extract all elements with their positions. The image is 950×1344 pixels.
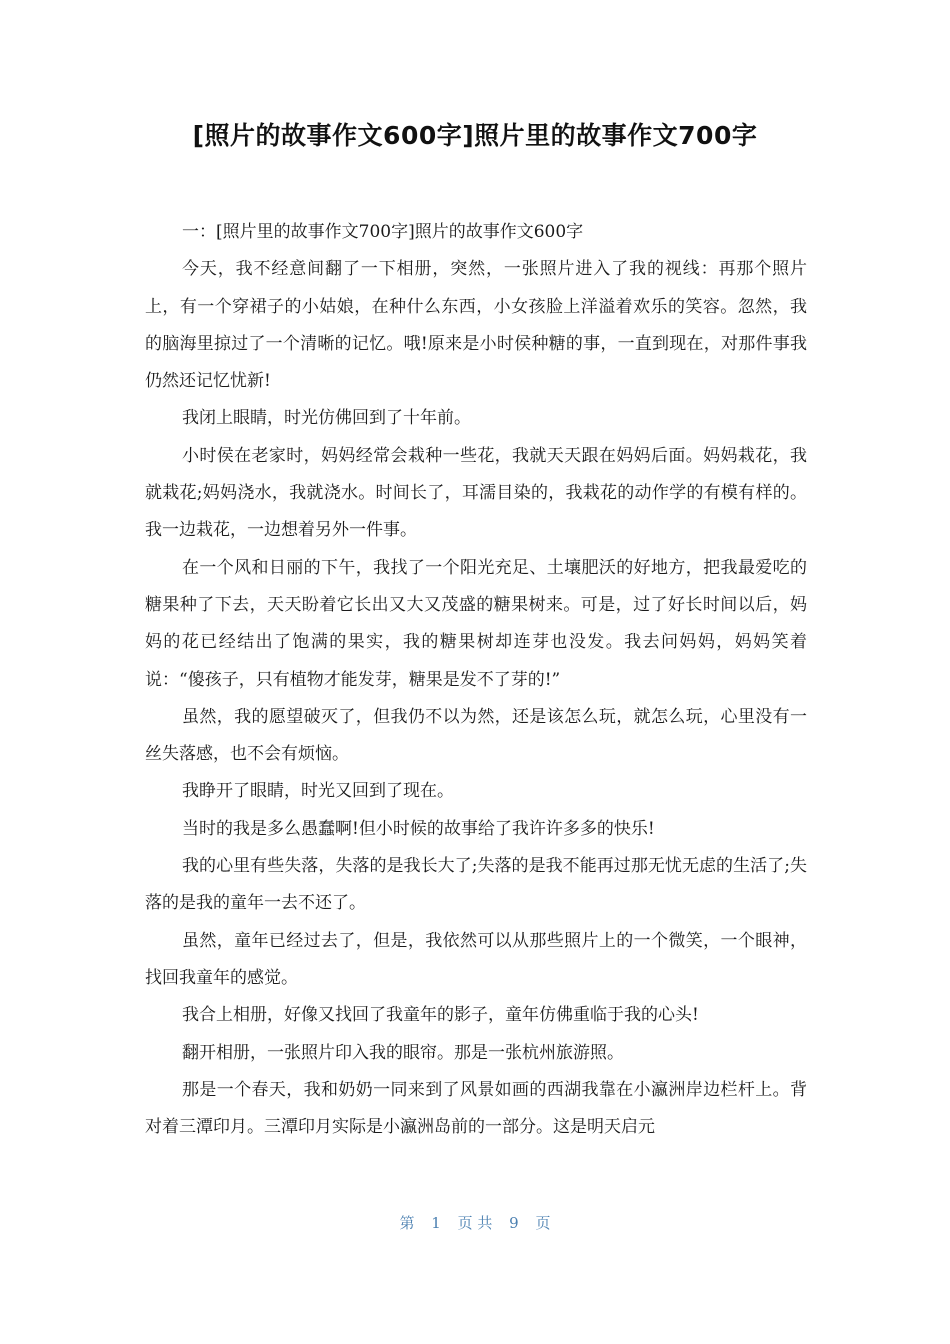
paragraph: 那是一个春天，我和奶奶一同来到了风景如画的西湖我靠在小瀛洲岸边栏杆上。背对着三潭印月。三潭印月实际是小瀛洲岛前的一部分。这是明天启元 (145, 1079, 807, 1138)
footer-label-di: 第 (399, 1214, 415, 1232)
paragraph: 我合上相册，好像又找回了我童年的影子，童年仿佛重临于我的心头! (182, 1005, 699, 1026)
paragraph: 今天，我不经意间翻了一下相册，突然，一张照片进入了我的视线：再那个照片上，有一个穿裙子的小姑娘，在种什么东西，小女孩脸上洋溢着欢乐的笑容。忽然，我的脑海里掠过了一个清晰的记忆。哦!原来是小时侯种糖的事，一直到现在，对那件事我仍然还记忆忧新! (145, 259, 807, 392)
paragraph: 小时侯在老家时，妈妈经常会栽种一些花，我就天天跟在妈妈后面。妈妈栽花，我就栽花;妈妈浇水，我就浇水。时间长了，耳濡目染的，我栽花的动作学的有模有样的。我一边栽花，一边想着另外一件事。 (145, 445, 807, 541)
paragraph: 我睁开了眼睛，时光又回到了现在。 (182, 781, 454, 802)
page-footer (0, 1212, 950, 1233)
footer-page-number: 1 (431, 1214, 441, 1232)
footer-total-pages: 9 (509, 1214, 519, 1232)
footer-label-ye-gong: 页 共 (457, 1214, 493, 1232)
document-title: [照片的故事作文600字]照片里的故事作文700字 (192, 121, 758, 150)
paragraph: 当时的我是多么愚蠢啊!但小时候的故事给了我许许多多的快乐! (182, 818, 655, 839)
paragraph: 虽然，我的愿望破灭了，但我仍不以为然，还是该怎么玩，就怎么玩，心里没有一丝失落感，也不会有烦恼。 (145, 706, 807, 765)
document-body (145, 214, 807, 1146)
footer-label-ye: 页 (535, 1214, 551, 1232)
paragraph: 我的心里有些失落，失落的是我长大了;失落的是我不能再过那无忧无虑的生活了;失落的是我的童年一去不还了。 (145, 856, 807, 914)
paragraph: 我闭上眼睛，时光仿佛回到了十年前。 (182, 408, 471, 429)
paragraph: 虽然，童年已经过去了，但是，我依然可以从那些照片上的一个微笑，一个眼神，找回我童年的感觉。 (145, 930, 807, 988)
paragraph-section-heading: 一：[照片里的故事作文700字]照片的故事作文600字 (182, 222, 584, 242)
paragraph: 翻开相册，一张照片印入我的眼帘。那是一张杭州旅游照。 (182, 1042, 624, 1063)
paragraph: 在一个风和日丽的下午，我找了一个阳光充足、土壤肥沃的好地方，把我最爱吃的糖果种了下去，天天盼着它长出又大又茂盛的糖果树来。可是，过了好长时间以后，妈妈的花已经结出了饱满的果实，我的糖果树却连芽也没发。我去问妈妈，妈妈笑着说：“傻孩子，只有植物才能发芽，糖果是发不了芽的!” (145, 557, 807, 690)
